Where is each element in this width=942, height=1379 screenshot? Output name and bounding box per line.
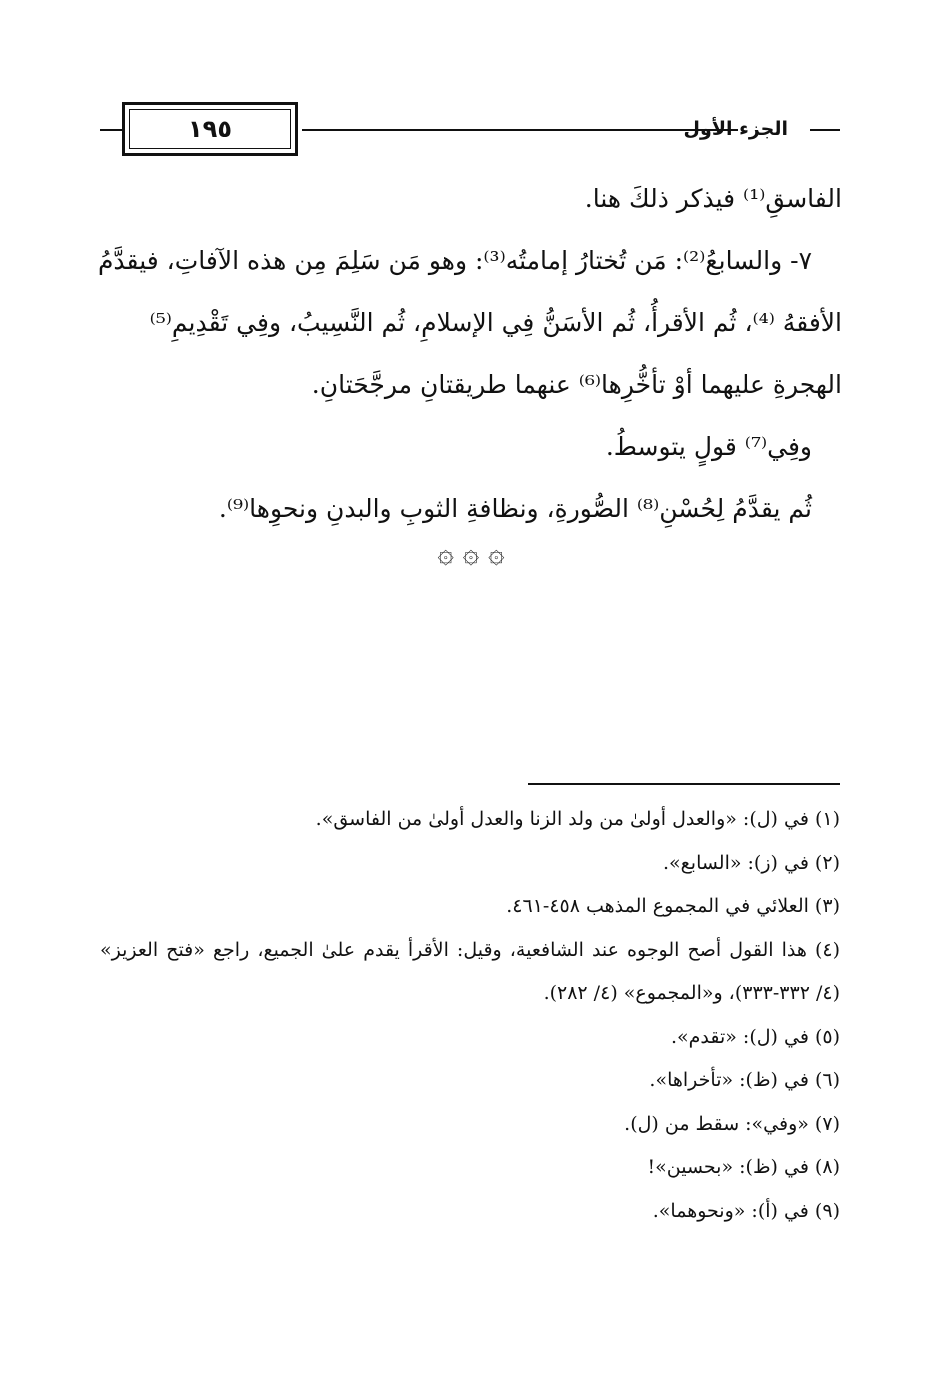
- footnote-3: (٣) العلائي في المجموع المذهب ٤٥٨-٤٦١.: [506, 895, 840, 917]
- page-number-box: [122, 102, 298, 156]
- paragraph-middle-opinion: وفِي⁽⁷⁾ قولٍ يتوسطُ.: [605, 432, 812, 461]
- footnote-2: (٢) في (ز): «السابع».: [663, 851, 840, 874]
- main-text: [96, 168, 842, 540]
- footnote-4: (٤) هذا القول أصح الوجوه عند الشافعية، وقيل: الأقرأ يقدم علىٰ الجميع، راجع «فتح العزيز» (٤/ ٣٣٢-٣٣٣)، و«المجموع» (٤/ ٢٨٢).: [100, 938, 840, 1004]
- paragraph-appearance: ثُم يقدَّمُ لِحُسْنِ⁽⁸⁾ الصُّورةِ، ونظافةِ الثوبِ والبدنِ ونحوِها⁽⁹⁾.: [218, 494, 812, 523]
- header-rule-left: [100, 129, 122, 131]
- footnote-7: (٧) «وفي»: سقط من (ل).: [624, 1112, 840, 1135]
- paragraph-seventh-line3: الهجرةِ عليهما أوْ تأخُّرِها⁽⁶⁾ عنهما طريقتانِ مرجَّحَتانِ.: [311, 370, 842, 399]
- page-number: ١٩٥: [129, 109, 291, 149]
- footnotes: [100, 798, 840, 1233]
- header-rule: [302, 129, 738, 131]
- footnote-9: (٩) في (أ): «ونحوهما».: [652, 1199, 840, 1222]
- footnote-1: (١) في (ل): «والعدل أولىٰ من ولد الزنا والعدل أولىٰ من الفاسق».: [315, 808, 840, 830]
- running-title: الجزء الأول: [683, 118, 788, 140]
- section-end-ornament-icon: ۞ ۞ ۞: [437, 536, 505, 569]
- paragraph-continuation: الفاسقِ⁽¹⁾ فيذكر ذلكَ هنا.: [584, 184, 842, 213]
- page-header: [92, 100, 842, 160]
- footnote-separator: [528, 783, 840, 785]
- footnote-8: (٨) في (ظ): «بحسين»!: [647, 1156, 840, 1178]
- paragraph-seventh-line2: الأفقهُ ⁽⁴⁾، ثُم الأقرأُ، ثُم الأسَنُّ فِي الإسلامِ، ثُم النَّسِيبُ، وفِي تَقْدِيمِ⁽⁵⁾: [149, 308, 842, 337]
- footnote-6: (٦) في (ظ): «تأخراها».: [649, 1069, 840, 1091]
- header-rule-right: [810, 129, 840, 131]
- paragraph-seventh-line1: ٧- والسابعُ⁽²⁾: مَن تُختارُ إمامتُه⁽³⁾: وهو مَن سَلِمَ مِن هذه الآفاتِ، فيقدَّمُ: [97, 246, 812, 275]
- footnote-5: (٥) في (ل): «تقدم».: [670, 1025, 840, 1048]
